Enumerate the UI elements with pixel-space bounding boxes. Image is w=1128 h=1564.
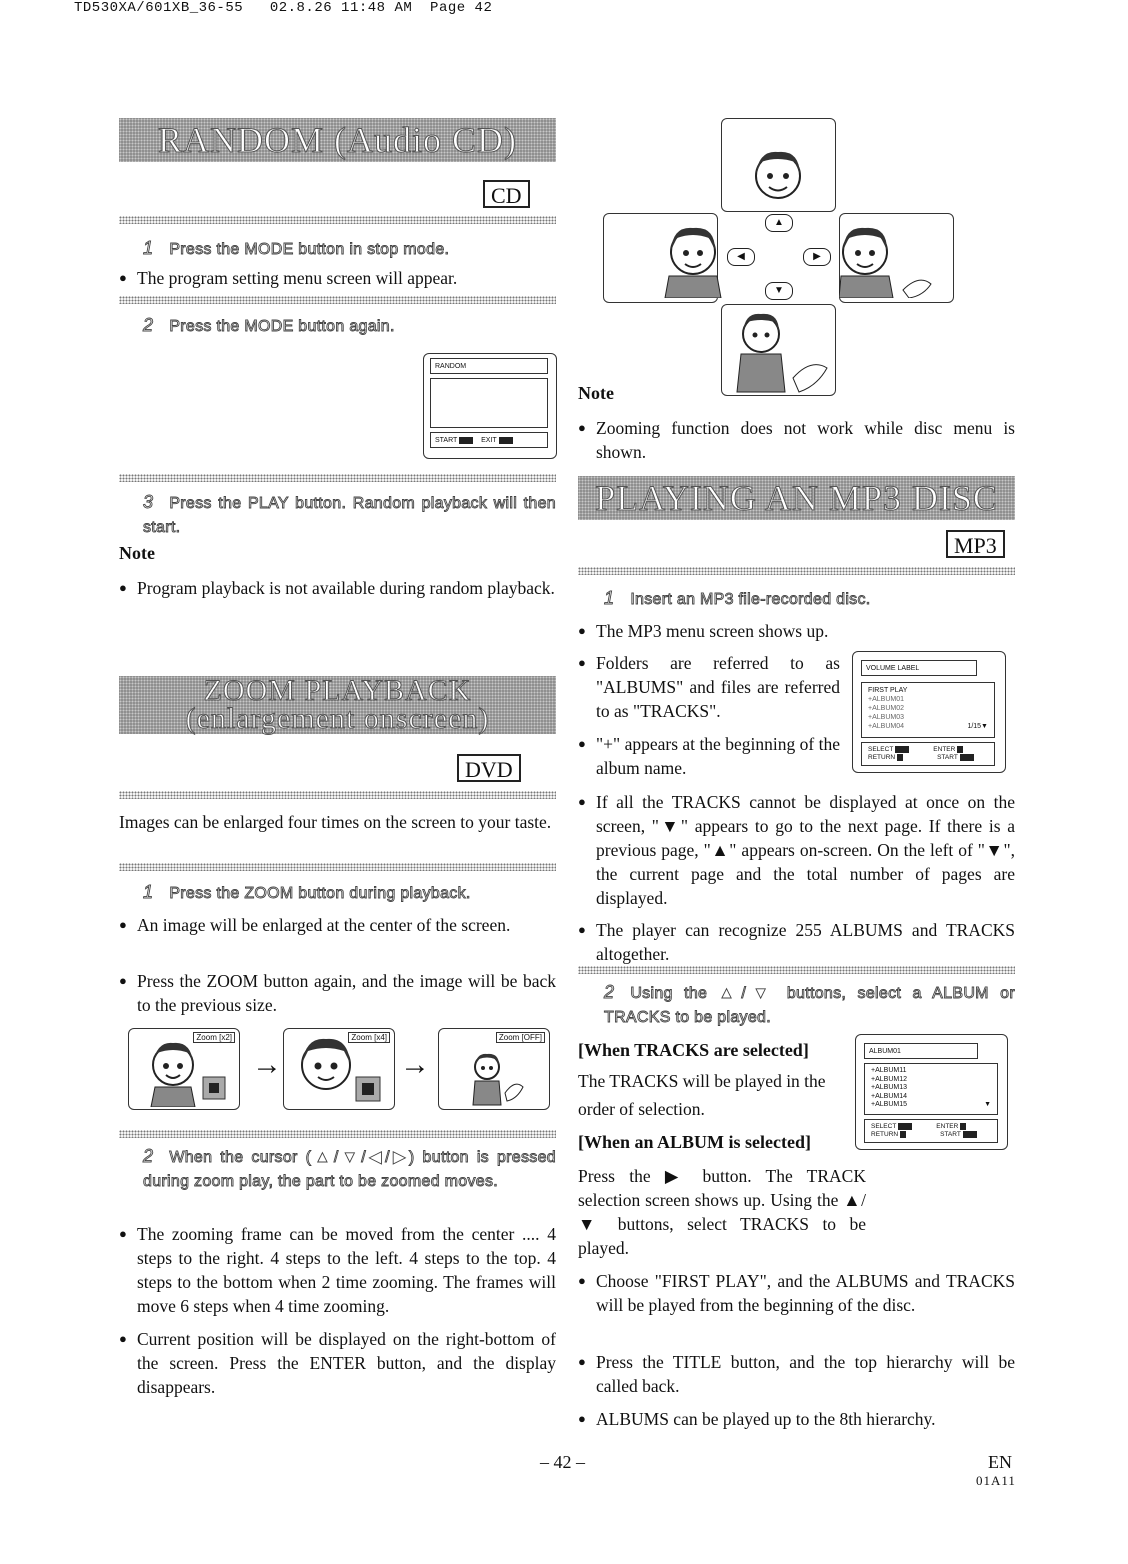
mp3-bullet-4: ● If all the TRACKS cannot be displayed at once on the screen, "▼" appears to go to the next page. If there is a previous page, "▲" appears on-screen. On the left of "▼", the current page and the total number of pages are displayed. bbox=[578, 790, 1015, 910]
up-arrow-icon: ▲ bbox=[765, 214, 793, 232]
when-tracks-heading: [When TRACKS are selected] bbox=[578, 1040, 809, 1060]
list-item: +ALBUM02 bbox=[868, 705, 904, 712]
screen-footer-bar: START EXIT bbox=[430, 432, 548, 448]
zoom-illustration bbox=[128, 1028, 548, 1118]
girl-illustration bbox=[731, 308, 831, 394]
list-item: +ALBUM04 bbox=[868, 723, 904, 730]
mp3-bullet-8: ● ALBUMS can be played up to the 8th hierarchy. bbox=[578, 1407, 1015, 1431]
down-arrow-icon: ▼ bbox=[984, 1101, 991, 1108]
mp3-banner bbox=[578, 476, 1015, 520]
random-title: RANDOM (Audio CD) bbox=[158, 120, 517, 160]
zoom-step-2: 2 When the cursor (▲/▼/◀/▶) button is pressed during zoom play, the part to be zoomed moves. bbox=[143, 1146, 556, 1190]
random-cd-badge: CD bbox=[483, 180, 530, 208]
tracks-text: The TRACKS will be played in the order of selection. bbox=[578, 1071, 826, 1119]
zoom-x4-frame bbox=[283, 1028, 395, 1110]
album-text: Press the ▶ button. The TRACK selection screen shows up. Using the ▲/▼ buttons, select TRACKS to be played. bbox=[578, 1166, 866, 1258]
girl-illustration bbox=[663, 218, 723, 298]
zoom-title-line1: ZOOM PLAYBACK bbox=[203, 674, 472, 707]
zoom-cursor-illustration bbox=[603, 118, 955, 396]
divider bbox=[119, 216, 556, 224]
list-item: +ALBUM11 bbox=[871, 1067, 907, 1074]
print-header: TD530XA/601XB_36-55 02.8.26 11:48 AM Page 42 bbox=[74, 0, 493, 16]
when-album-heading: [When an ALBUM is selected] bbox=[578, 1132, 811, 1152]
doc-code: 01A11 bbox=[976, 1473, 1016, 1488]
mp3-bullet-7: ● Press the TITLE button, and the top hierarchy will be called back. bbox=[578, 1350, 1015, 1398]
mp3-bullet-3: ● "+" appears at the beginning of the album name. bbox=[578, 732, 840, 780]
zoom-bullet-3: ● The zooming frame can be moved from the center .... 4 steps to the right. 4 steps to the left. 4 steps to the top. 4 steps to the bottom when 2 time zooming. The frames will move 6 steps when 4 time zooming. bbox=[119, 1222, 556, 1318]
random-step-2: 2 Press the MODE button again. bbox=[143, 315, 395, 335]
zoom-title-line2: (enlargement onscreen) bbox=[185, 702, 490, 735]
mp3-bullet-5: ● The player can recognize 255 ALBUMS and TRACKS altogether. bbox=[578, 918, 1015, 966]
language-code: EN bbox=[988, 1452, 1012, 1472]
random-bullet: ● The program setting menu screen will appear. bbox=[119, 266, 556, 290]
mp3-badge: MP3 bbox=[946, 530, 1005, 558]
mp3-step-1: 1 Insert an MP3 file-recorded disc. bbox=[604, 588, 871, 608]
divider bbox=[578, 966, 1015, 974]
track-list bbox=[864, 1063, 998, 1115]
girl-illustration bbox=[290, 1033, 386, 1107]
screen-controls: SELECT ENTER RETURN START bbox=[861, 742, 995, 766]
zoom-note-label: Note bbox=[578, 383, 614, 403]
zoom-off-frame bbox=[438, 1028, 550, 1110]
list-item: +ALBUM13 bbox=[871, 1084, 907, 1091]
list-item: +ALBUM03 bbox=[868, 714, 904, 721]
zoom-dvd-badge: DVD bbox=[457, 754, 521, 782]
random-banner bbox=[119, 118, 556, 162]
mp3-track-screen bbox=[855, 1034, 1008, 1150]
list-item: +ALBUM14 bbox=[871, 1092, 907, 1100]
first-play-item: FIRST PLAY bbox=[868, 687, 908, 694]
girl-illustration bbox=[743, 138, 813, 208]
down-arrow-icon: ▼ bbox=[765, 282, 793, 300]
arrow-icon: → bbox=[400, 1048, 430, 1081]
divider bbox=[119, 296, 556, 304]
mp3-title: PLAYING AN MP3 DISC bbox=[595, 478, 998, 518]
zoom-x4-label: Zoom [x4] bbox=[348, 1032, 390, 1043]
zoom-banner bbox=[119, 676, 556, 734]
mp3-menu-screen bbox=[852, 651, 1006, 773]
zoom-x2-label: Zoom [x2] bbox=[193, 1032, 235, 1043]
divider bbox=[578, 567, 1015, 575]
divider bbox=[119, 863, 556, 871]
zoom-step-1: 1 Press the ZOOM button during playback. bbox=[143, 882, 471, 902]
random-step-1: 1 Press the MODE button in stop mode. bbox=[143, 238, 450, 258]
page-indicator: 1/15▼ bbox=[967, 723, 988, 730]
divider bbox=[119, 791, 556, 799]
zoom-off-label: Zoom [OFF] bbox=[496, 1032, 545, 1043]
random-menu-screen bbox=[423, 353, 557, 459]
mp3-bullet-2: ● Folders are referred to as "ALBUMS" and files are referred to as "TRACKS". bbox=[578, 651, 840, 723]
zoom-bullet-4: ● Current position will be displayed on the right-bottom of the screen. Press the ENTER button, and the display disappears. bbox=[119, 1327, 556, 1399]
left-arrow-icon: ◀ bbox=[727, 248, 755, 266]
screen-controls: SELECT ENTER RETURN START bbox=[864, 1119, 998, 1143]
mp3-bullet-6: ● Choose "FIRST PLAY", and the ALBUMS and TRACKS will be played from the beginning of the disc. bbox=[578, 1269, 1015, 1317]
list-item: +ALBUM01 bbox=[868, 696, 904, 703]
zoom-x2-frame bbox=[128, 1028, 240, 1110]
mp3-step-2: 2 Using the ▲/▼ buttons, select a ALBUM or TRACKS to be played. bbox=[604, 982, 1015, 1026]
zoom-note: ● Zooming function does not work while disc menu is shown. bbox=[578, 416, 1015, 464]
girl-illustration bbox=[839, 218, 939, 298]
screen-content-area bbox=[430, 378, 548, 428]
random-step-3: 3 Press the PLAY button. Random playback will then start. bbox=[143, 492, 556, 536]
zoom-bullet-2: ● Press the ZOOM button again, and the image will be back to the previous size. bbox=[119, 969, 556, 1017]
zoom-bullet-1: ● An image will be enlarged at the center of the screen. bbox=[119, 913, 556, 937]
list-item: +ALBUM12 bbox=[871, 1075, 907, 1083]
girl-illustration bbox=[139, 1035, 229, 1107]
album-label-bar: ALBUM01 bbox=[864, 1043, 978, 1059]
random-note-label: Note bbox=[119, 543, 155, 563]
divider bbox=[119, 1130, 556, 1138]
zoom-intro: Images can be enlarged four times on the screen to your taste. bbox=[119, 812, 552, 832]
list-item: +ALBUM15 bbox=[871, 1101, 907, 1108]
right-arrow-icon: ▶ bbox=[803, 248, 831, 266]
page-number: – 42 – bbox=[540, 1452, 585, 1472]
random-note: ● Program playback is not available during random playback. bbox=[119, 576, 556, 600]
volume-label-bar: VOLUME LABEL bbox=[861, 660, 977, 676]
screen-title-bar: RANDOM bbox=[430, 358, 548, 374]
mp3-bullet-1: ● The MP3 menu screen shows up. bbox=[578, 619, 1015, 643]
divider bbox=[119, 474, 556, 482]
album-list bbox=[861, 682, 995, 738]
girl-illustration bbox=[467, 1049, 527, 1107]
arrow-icon: → bbox=[252, 1048, 282, 1081]
